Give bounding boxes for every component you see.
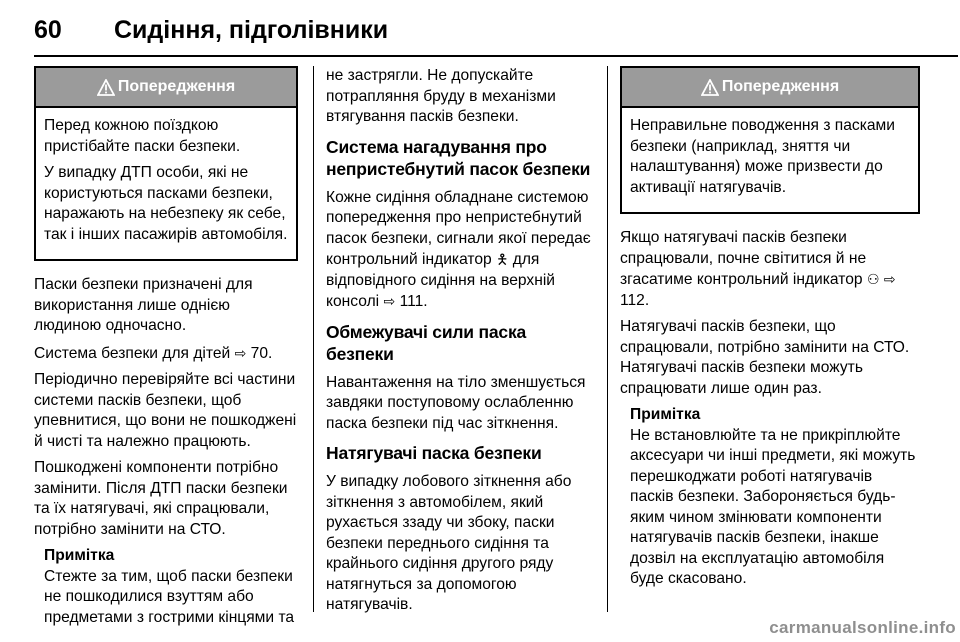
- paragraph: Паски безпеки призначені для використання лише однією людиною одночасно.: [34, 276, 253, 334]
- paragraph-with-ref: [34, 343, 298, 365]
- warning-triangle-icon: [97, 79, 115, 96]
- warning-body: [36, 108, 296, 259]
- warning-title: Попередження: [117, 78, 236, 95]
- paragraph-with-indicator: [326, 188, 596, 313]
- note-title: Примітка: [44, 547, 115, 564]
- page-ref: 112.: [620, 291, 650, 309]
- header-rule: [34, 55, 958, 57]
- paragraph: Періодично перевіряйте всі частини системи пасків безпеки, щоб упевнитися, що вони не пошкоджені й чисті та належно працюють.: [34, 371, 297, 450]
- warning-box: [34, 66, 298, 261]
- page-header: [0, 0, 960, 66]
- watermark: carmanualsonline.info: [769, 618, 956, 637]
- column-2: [326, 66, 596, 622]
- paragraph-text: Система безпеки для дітей: [34, 344, 231, 362]
- paragraph: Пошкоджені компоненти потрібно замінити. Після ДТП паски безпеки та їх натягувачі, які спрацювали, потрібно замінити на СТО.: [34, 459, 288, 538]
- paragraph-with-indicator: [620, 228, 920, 311]
- page-ref-arrow-icon: ⇨: [883, 271, 896, 287]
- section-heading: Обмежувачі сили паска безпеки: [326, 321, 527, 364]
- column-divider: [313, 66, 314, 612]
- warning-paragraph: Неправильне поводження з пасками безпеки (наприклад, зняття чи налаштування) може призвести до активації натягувачів.: [630, 117, 895, 196]
- warning-paragraph: У випадку ДТП особи, які не користуються пасками безпеки, наражають на небезпеку як себе, так і інших пасажирів автомобіля.: [44, 164, 288, 243]
- seatbelt-indicator-icon: 🯅: [496, 251, 509, 267]
- column-1: [34, 66, 298, 634]
- airbag-indicator-icon: ⚇: [866, 271, 880, 287]
- warning-header: [622, 68, 918, 108]
- warning-header: [36, 68, 296, 108]
- page-ref: 70.: [250, 344, 273, 362]
- paragraph: Натягувачі пасків безпеки, що спрацювали, потрібно замінити на СТО. Натягувачі пасків безпеки можуть спрацювати лише один раз.: [620, 318, 910, 397]
- warning-triangle-icon: [701, 79, 719, 96]
- paragraph: не застрягли. Не допускайте потрапляння бруду в механізми втягування пасків безпеки.: [326, 67, 556, 125]
- paragraph-text: для відповідного сидіння на верхній консолі: [326, 251, 555, 310]
- note-text: Не встановлюйте та не прикріплюйте аксесуари чи інші предмети, які можуть перешкоджати роботі натягувачів пасків безпеки. Забороняється будь-яким чином змінювати компоненти натягувачів пасків безпеки, інакше дозвіл на експлуатацію автомобіля буде скасовано.: [630, 426, 916, 587]
- page-title: Сидіння, підголівники: [114, 16, 389, 44]
- section-heading: Натягувачі паска безпеки: [326, 443, 542, 463]
- note-block: [620, 405, 920, 590]
- warning-title: Попередження: [721, 78, 840, 95]
- paragraph-text: Якщо натягувачі пасків безпеки спрацювали, почне світитися й не згасатиме контрольний індикатор: [620, 229, 867, 288]
- warning-body: [622, 108, 918, 212]
- warning-paragraph: Перед кожною поїздкою пристібайте паски безпеки.: [44, 117, 241, 155]
- warning-box: [620, 66, 920, 214]
- page-number: 60: [34, 16, 62, 44]
- page-ref: 111.: [399, 293, 428, 310]
- note-text: Стежте за тим, щоб паски безпеки не пошкодилися взуттям або предметами з гострими кінцями та: [44, 567, 295, 626]
- page-ref-arrow-icon: ⇨: [383, 293, 396, 309]
- paragraph: У випадку лобового зіткнення або зіткнення з автомобілем, який рухається ззаду чи збоку, паски безпеки переднього сидіння та крайнього сидіння другого ряду натягнуться за допомогою натягувачів.: [326, 473, 572, 613]
- note-block: [34, 546, 298, 628]
- paragraph: Навантаження на тіло зменшується завдяки поступовому ослабленню паска безпеки під час зіткнення.: [326, 373, 586, 432]
- note-title: Примітка: [630, 406, 701, 423]
- page-ref-arrow-icon: ⇨: [234, 344, 247, 361]
- section-heading: Система нагадування про непристебнутий пасок безпеки: [326, 136, 591, 179]
- column-divider: [607, 66, 608, 612]
- paragraph-text: Кожне сидіння обладнане системою попередження про непристебнутий пасок безпеки, сигнали якої передає контрольний індикатор: [326, 188, 591, 268]
- column-3: [620, 66, 920, 596]
